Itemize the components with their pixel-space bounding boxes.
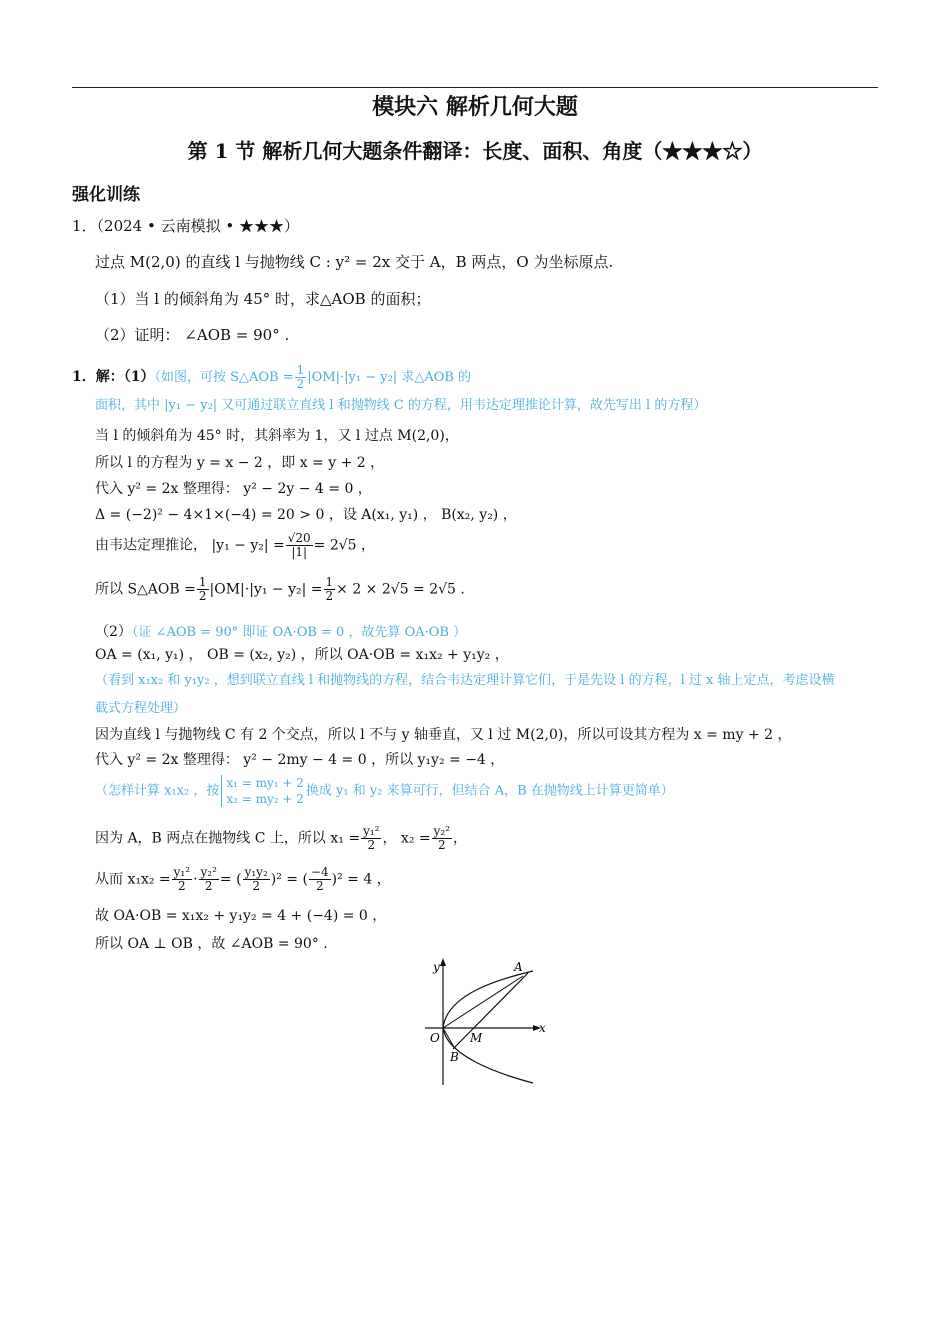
subsection-title: 强化训练 — [72, 185, 140, 205]
problem-source: （2024 • 云南模拟 • ★★★） — [96, 217, 299, 235]
top-rule — [72, 87, 878, 88]
solution-line-x1x2: 从而 x₁x₂ = $\frac{\text{y₁²}}{2}$ · $\frac{\text{y₂²}}{2}$ = ( $\frac{\text{y₁y₂}}{2}$ )² = ( $\frac{-4}{2}$ )² = 4 ， — [95, 865, 391, 893]
solution-line: 代入 y² = 2x 整理得： y² − 2y − 4 = 0 ， — [95, 481, 372, 497]
problem-header — [72, 216, 299, 236]
solution-line-area: 所以 S△AOB = $\frac{1}{2}$ |OM|·|y₁ − y₂| = $\frac{1}{2}$ × 2 × 2√5 = 2√5 . — [95, 575, 465, 603]
solution-line: 当 l 的倾斜角为 45° 时，其斜率为 1，又 l 过点 M(2,0)， — [95, 428, 459, 444]
note-1b: 面积，其中 |y₁ − y₂| 又可通过联立直线 l 和抛物线 C 的方程，用韦达定理推论计算，故先写出 l 的方程） — [95, 398, 707, 413]
note-1a: （如图，可按 S△AOB = $\frac{1}{2}$ |OM|·|y₁ − y₂| 求△AOB 的 — [154, 363, 472, 391]
note-3a: （看到 x₁x₂ 和 y₁y₂ ，想到联立直线 l 和抛物线的方程，结合韦达定理计算它们，于是先设 l 的方程，l 过 x 轴上定点，考虑设横 — [95, 673, 835, 688]
module-title: 模块六 解析几何大题 — [372, 94, 578, 120]
solution-line: Δ = (−2)² − 4×1×(−4) = 20 > 0 ，设 A(x₁, y₁) ， B(x₂, y₂) ， — [95, 507, 517, 523]
solution-line-1 — [72, 364, 471, 391]
label-O: O — [430, 1031, 440, 1045]
solution-line: 代入 y² = 2x 整理得： y² − 2my − 4 = 0 ，所以 y₁y₂ = −4 ， — [95, 752, 505, 768]
problem-number: 1． — [72, 217, 97, 235]
label-x: x — [539, 1021, 546, 1035]
solution-line-diff: 由韦达定理推论， |y₁ − y₂| = $\frac{√20}{|1|}$ = 2√5 ， — [95, 531, 376, 559]
note-2: （证 ∠AOB = 90° 即证 OA·OB = 0 ，故先算 OA·OB ） — [131, 625, 467, 640]
question-1: （1）当 l 的倾斜角为 45° 时，求△AOB 的面积； — [95, 290, 431, 308]
segment-OB — [443, 1028, 454, 1047]
label-M: M — [470, 1031, 483, 1045]
solution-line: 所以 l 的方程为 y = x − 2 ，即 x = y + 2 ， — [95, 455, 385, 471]
solution-line: 因为直线 l 与抛物线 C 有 2 个交点，所以 l 不与 y 轴垂直，又 l 过 M(2,0)，所以可设其方程为 x = my + 2 ， — [95, 727, 792, 743]
note-3b: 截式方程处理） — [95, 701, 187, 716]
y-axis-arrow — [440, 958, 446, 966]
solution-lead: 1．解：（1） — [72, 369, 155, 385]
section-title: 第 1 节 解析几何大题条件翻译：长度、面积、角度（★★★☆） — [187, 139, 763, 163]
solution-line: 所以 OA ⊥ OB ，故 ∠AOB = 90° . — [95, 936, 328, 952]
question-2: （2）证明： ∠AOB = 90° . — [95, 326, 290, 344]
label-B: B — [450, 1050, 459, 1064]
problem-stem: 过点 M(2,0) 的直线 l 与抛物线 C : y² = 2x 交于 A，B 两点，O 为坐标原点. — [95, 253, 614, 271]
solution-line-x: 因为 A，B 两点在抛物线 C 上，所以 x₁ = $\frac{\text{y₁²}}{2}$ ， x₂ = $\frac{\text{y₂²}}{2}$ ， — [95, 824, 468, 852]
label-A: A — [514, 960, 523, 974]
note-4: （怎样计算 x₁x₂ ，按 x₁ = my₁ + 2 x₂ = my₂ + 2 换成 y₁ 和 y₂ 来算可行，但结合 A，B 在抛物线上计算更简单） — [95, 776, 674, 806]
solution-line: 故 OA·OB = x₁x₂ + y₁y₂ = 4 + (−4) = 0 ， — [95, 908, 387, 924]
segment-OA — [443, 976, 523, 1028]
line-l — [453, 973, 528, 1049]
label-y: y — [433, 960, 440, 974]
solution-part-2: （2）（证 ∠AOB = 90° 即证 OA·OB = 0 ，故先算 OA·OB ） — [95, 624, 467, 640]
solution-line: OA = (x₁, y₁) ， OB = (x₂, y₂) ，所以 OA·OB = x₁x₂ + y₁y₂ ， — [95, 647, 509, 663]
parabola-figure — [415, 955, 555, 1090]
